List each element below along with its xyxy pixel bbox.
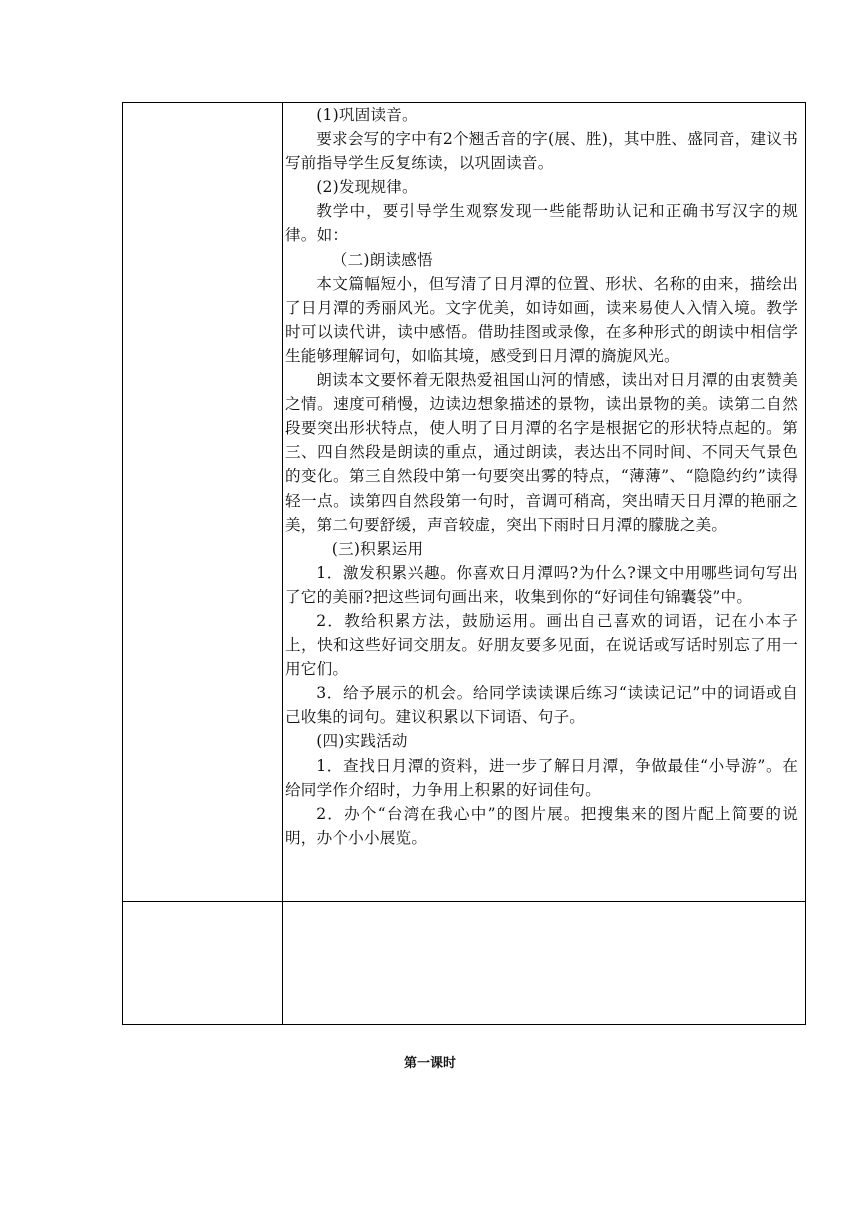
paragraph: 2．办个“台湾在我心中”的图片展。把搜集来的图片配上简要的说明，办个小小展览。	[285, 804, 798, 847]
paragraph: (2)发现规律。	[316, 178, 418, 197]
paragraph: 1．激发积累兴趣。你喜欢日月潭吗?为什么?课文中用哪些词句写出了它的美丽?把这些词句画出来，收集到你的“好词佳句锦囊袋”中。	[285, 563, 798, 606]
paragraph: 本文篇幅短小，但写清了日月潭的位置、形状、名称的由来，描绘出了日月潭的秀丽风光。文字优美，如诗如画，读来易使人入情入境。教学时可以读代讲，读中感悟。借助挂图或录像，在多种形式的朗读中相信学生能够理解词句，如临其境，感受到日月潭的旖旎风光。	[285, 274, 798, 365]
table-row	[123, 103, 805, 901]
table-cell-left	[123, 103, 283, 901]
section-title: 第一课时	[403, 1056, 456, 1071]
paragraph: 朗读本文要怀着无限热爱祖国山河的情感，读出对日月潭的由衷赞美之情。速度可稍慢，边读边想象描述的景物，读出景物的美。读第二自然段要突出形状特点，使人明了日月潭的名字是根据它的形状特点起的。第三、四自然段是朗读的重点，通过朗读，表达出不同时间、不同天气景色的变化。第三自然段中第一句要突出雾的特点，“薄薄”、“隐隐约约”读得轻一点。读第四自然段第一句时，音调可稍高，突出晴天日月潭的艳丽之美，第二句要舒缓，声音较虚，突出下雨时日月潭的朦胧之美。	[285, 371, 798, 534]
lesson-plan-table	[122, 102, 806, 1025]
table-cell-content	[283, 103, 805, 901]
paragraph: 要求会写的字中有2个翘舌音的字(展、胜)，其中胜、盛同音，建议书写前指导学生反复练读，以巩固读音。	[285, 130, 798, 173]
table-cell-left	[123, 902, 283, 1024]
section-heading: (三)积累运用	[331, 539, 424, 558]
table-cell-content	[283, 902, 805, 1024]
paragraph: 3．给予展示的机会。给同学读读课后练习“读读记记”中的词语或自己收集的词句。建议积累以下词语、句子。	[285, 684, 798, 727]
table-row-empty	[123, 901, 805, 1024]
paragraph: 教学中，要引导学生观察发现一些能帮助认记和正确书写汉字的规律。如：	[285, 202, 798, 245]
paragraph: 2．教给积累方法，鼓励运用。画出自己喜欢的词语，记在小本子上，快和这些好词交朋友。好朋友要多见面，在说话或写话时别忘了用一用它们。	[285, 611, 798, 679]
section-heading: (四)实践活动	[316, 732, 408, 751]
paragraph: 1．查找日月潭的资料，进一步了解日月潭，争做最佳“小导游”。在给同学作介绍时，力争用上积累的好词佳句。	[285, 756, 798, 799]
section-heading: （二)朗读感悟	[331, 250, 433, 269]
paragraph: (1)巩固读音。	[316, 106, 418, 124]
